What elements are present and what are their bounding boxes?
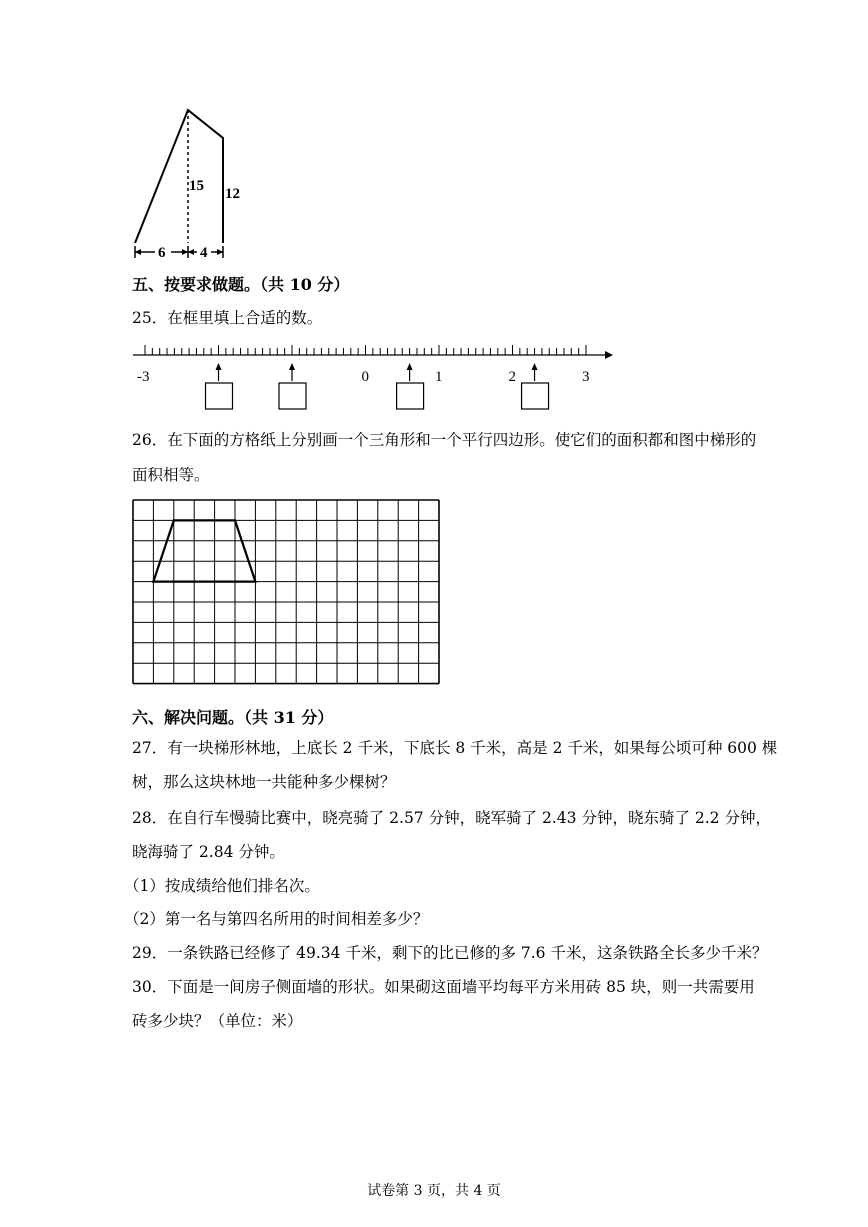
q25-text: 25．在框里填上合适的数。	[132, 309, 323, 327]
q26-line1: 26．在下面的方格纸上分别画一个三角形和一个平行四边形。使它们的面积都和图中梯形的	[132, 431, 757, 449]
answer-box[interactable]	[206, 383, 233, 409]
q30-line1: 30．下面是一间房子侧面墙的形状。如果砌这面墙平均每平方米用砖 85 块，则一共需要用	[132, 978, 755, 996]
trapezoid-outline	[135, 110, 223, 243]
answer-box[interactable]	[279, 383, 306, 409]
trapezoid-figure	[125, 100, 265, 270]
grid-paper-svg	[130, 497, 450, 692]
number-line	[125, 335, 615, 415]
answer-box[interactable]	[397, 383, 424, 409]
q30-line2: 砖多少块？（单位：米）	[132, 1012, 303, 1030]
number-line-arrow	[605, 351, 613, 359]
number-line-label: 0	[361, 369, 369, 385]
q26-line2: 面积相等。	[132, 466, 210, 484]
q28-line2: 晓海骑了 2.84 分钟。	[132, 843, 285, 861]
grid-paper	[130, 497, 450, 692]
q27-line1: 27．有一块梯形林地，上底长 2 千米，下底长 8 千米，高是 2 千米，如果每公顷可种 600 棵	[132, 739, 778, 757]
q27-line2: 树，那么这块林地一共能种多少棵树？	[132, 773, 396, 791]
base-right-label: 4	[200, 245, 208, 261]
q29-text: 29．一条铁路已经修了 49.34 千米，剩下的比已修的多 7.6 千米，这条铁路全长多少千米？	[132, 944, 768, 962]
grid-trapezoid	[153, 520, 255, 581]
section5-title: 五、按要求做题。（共 10 分）	[132, 275, 350, 294]
number-line-label: 1	[435, 369, 443, 385]
answer-box[interactable]	[522, 383, 549, 409]
pointer-arrowhead	[407, 363, 413, 370]
pointer-arrowhead	[532, 363, 538, 370]
height-label: 15	[189, 178, 204, 194]
trapezoid-svg	[125, 100, 265, 270]
section6-title: 六、解决问题。（共 31 分）	[132, 708, 334, 727]
q28-sub1: （1）按成绩给他们排名次。	[124, 877, 320, 895]
pointer-arrowhead	[289, 363, 295, 370]
pointer-arrowhead	[216, 363, 222, 370]
side-label: 12	[225, 186, 240, 202]
page-footer: 试卷第 3 页，共 4 页	[367, 1183, 501, 1199]
q28-sub2: （2）第一名与第四名所用的时间相差多少？	[124, 910, 429, 928]
number-line-label: 3	[582, 369, 590, 385]
number-line-svg	[125, 335, 615, 415]
q28-line1: 28．在自行车慢骑比赛中，晓亮骑了 2.57 分钟，晓军骑了 2.43 分钟，晓东骑了 2.2 分钟，	[132, 809, 771, 827]
number-line-label: 2	[508, 369, 516, 385]
number-line-label: -3	[137, 369, 150, 385]
base-left-label: 6	[158, 245, 166, 261]
